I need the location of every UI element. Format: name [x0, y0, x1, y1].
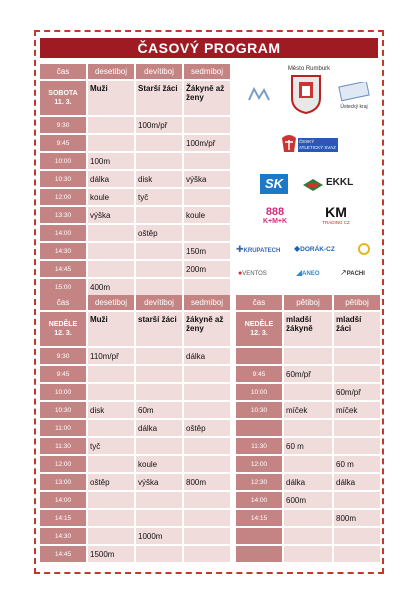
table-row [40, 171, 230, 187]
time-cell: 9:45 [236, 366, 282, 382]
time-cell: 9:45 [40, 366, 86, 382]
table-header-row [236, 295, 380, 310]
ekkl-label: EKKL [326, 177, 354, 188]
time-cell: 14:15 [236, 510, 282, 526]
event-cell: výška [88, 207, 134, 223]
day-label [40, 312, 86, 346]
time-cell [236, 528, 282, 544]
event-cell [334, 366, 380, 382]
event-cell [284, 420, 332, 436]
event-cell [136, 261, 182, 277]
event-cell [136, 366, 182, 382]
time-cell: 14:00 [236, 492, 282, 508]
event-cell [136, 492, 182, 508]
time-cell: 9:30 [40, 117, 86, 133]
event-cell: dálka [136, 420, 182, 436]
time-cell: 14:30 [40, 243, 86, 259]
event-cell [136, 348, 182, 364]
table-row [236, 510, 380, 526]
event-cell [88, 492, 134, 508]
table-row [40, 384, 230, 400]
event-cell: oštěp [136, 225, 182, 241]
time-cell: 11:00 [40, 420, 86, 436]
header-devitiboj: devítiboj [136, 295, 182, 310]
table-row [236, 348, 380, 364]
day-date: 12. 3. [54, 330, 72, 337]
event-cell [334, 420, 380, 436]
event-cell [88, 366, 134, 382]
krupatech-logo: ✚KRUPATECH [236, 244, 281, 254]
event-cell: dálka [184, 348, 230, 364]
event-cell [136, 546, 182, 562]
event-cell [184, 456, 230, 472]
table-row [236, 456, 380, 472]
sunday-schedule-table [38, 293, 232, 564]
event-cell: 60m/př [284, 366, 332, 382]
event-cell: 100m [88, 153, 134, 169]
table-row [40, 207, 230, 223]
sunday-petiboj-table [234, 293, 382, 564]
table-row [40, 438, 230, 454]
event-cell [184, 492, 230, 508]
saturday-schedule-table [38, 62, 232, 297]
krupatech-label: KRUPATECH [243, 248, 281, 254]
event-cell: oštěp [88, 474, 134, 490]
day-row [40, 312, 230, 346]
event-cell: dálka [88, 171, 134, 187]
event-cell [88, 117, 134, 133]
page-title: ČASOVÝ PROGRAM [40, 38, 378, 58]
time-cell: 12:00 [236, 456, 282, 472]
event-cell [184, 117, 230, 133]
event-cell [284, 546, 332, 562]
table-row [236, 546, 380, 562]
time-cell: 9:45 [40, 135, 86, 151]
km-trading-logo [316, 204, 356, 228]
event-cell: 800m [334, 510, 380, 526]
event-cell [284, 384, 332, 400]
event-cell: výška [136, 474, 182, 490]
table-row [40, 117, 230, 133]
time-cell: 10:00 [40, 153, 86, 169]
event-cell [136, 384, 182, 400]
event-cell: 100m/př [136, 117, 182, 133]
event-cell [184, 384, 230, 400]
time-cell: 13:30 [40, 207, 86, 223]
header-cas: čas [236, 295, 282, 310]
event-cell: 150m [184, 243, 230, 259]
header-petiboj: pětiboj [284, 295, 332, 310]
table-row [236, 402, 380, 418]
sk-logo: SK [260, 174, 288, 194]
table-row [40, 492, 230, 508]
event-cell: 100m/př [184, 135, 230, 151]
event-cell [184, 438, 230, 454]
table-header-row [40, 64, 230, 79]
event-cell: dálka [334, 474, 380, 490]
town-crest-icon [290, 74, 322, 114]
event-cell [88, 528, 134, 544]
table-row [40, 456, 230, 472]
table-row [40, 366, 230, 382]
time-cell: 10:30 [40, 171, 86, 187]
event-cell [136, 510, 182, 526]
event-cell [334, 528, 380, 544]
day-row [40, 81, 230, 115]
dorak-logo: ◆DORÁK-CZ [294, 244, 335, 253]
category-cell: mladší žákyně [284, 312, 332, 346]
sponsor-emblem-icon [356, 242, 372, 256]
day-date: 11. 3. [54, 99, 72, 106]
time-cell: 10:00 [40, 384, 86, 400]
event-cell: koule [184, 207, 230, 223]
federation-label: ČESKÝ ATLETICKÝ SVAZ [298, 138, 338, 152]
day-name: NEDĚLE [48, 321, 78, 328]
category-cell: Starší žáci [136, 81, 182, 115]
event-cell [88, 420, 134, 436]
table-row [40, 546, 230, 562]
time-cell: 10:00 [236, 384, 282, 400]
table-row [40, 153, 230, 169]
km-sublabel: TRADING CZ [322, 220, 350, 225]
event-cell [334, 348, 380, 364]
event-cell [184, 153, 230, 169]
event-cell: dálka [284, 474, 332, 490]
event-cell: 800m [184, 474, 230, 490]
table-row [236, 528, 380, 544]
time-cell: 14:15 [40, 510, 86, 526]
day-label [236, 312, 282, 346]
time-cell [236, 546, 282, 562]
pachi-label: PACHI [346, 271, 365, 277]
table-row [40, 348, 230, 364]
day-date: 12. 3. [250, 330, 268, 337]
event-cell: míček [284, 402, 332, 418]
event-cell [136, 135, 182, 151]
event-cell [184, 402, 230, 418]
day-name: SOBOTA [48, 90, 78, 97]
sponsors-area [236, 62, 376, 290]
event-cell: disk [88, 402, 134, 418]
dorak-label: DORÁK-CZ [300, 246, 335, 253]
table-row [236, 438, 380, 454]
event-cell [88, 384, 134, 400]
event-cell [284, 528, 332, 544]
event-cell [184, 189, 230, 205]
event-cell [136, 207, 182, 223]
event-cell: tyč [88, 438, 134, 454]
event-cell [184, 510, 230, 526]
time-cell: 13:00 [40, 474, 86, 490]
event-cell: tyč [136, 189, 182, 205]
time-cell [236, 348, 282, 364]
ventos-logo: ●VENTOS [238, 270, 267, 277]
km-label: KM [325, 204, 347, 220]
time-cell: 12:30 [236, 474, 282, 490]
day-label [40, 81, 86, 115]
time-cell: 12:00 [40, 189, 86, 205]
header-desetiboj: desetiboj [88, 295, 134, 310]
day-name: NEDĚLE [244, 321, 274, 328]
event-cell: oštěp [184, 420, 230, 436]
table-row [236, 420, 380, 436]
time-cell: 14:45 [40, 546, 86, 562]
event-cell [184, 366, 230, 382]
pachi-logo: ↗PACHI [340, 268, 365, 277]
table-row [40, 261, 230, 277]
ventos-label: VENTOS [242, 271, 267, 277]
table-row [236, 366, 380, 382]
time-cell: 14:00 [40, 225, 86, 241]
table-row [40, 528, 230, 544]
table-row [40, 225, 230, 241]
time-cell: 14:30 [40, 528, 86, 544]
event-cell: disk [136, 171, 182, 187]
event-cell [184, 225, 230, 241]
event-cell: výška [184, 171, 230, 187]
category-cell: Muži [88, 312, 134, 346]
header-petiboj: pětiboj [334, 295, 380, 310]
region-logo [338, 82, 370, 110]
event-cell: 200m [184, 261, 230, 277]
event-cell: míček [334, 402, 380, 418]
header-sedmiboj: sedmiboj [184, 295, 230, 310]
event-cell [88, 261, 134, 277]
kmk-label: K+M+K [262, 218, 288, 225]
event-cell [334, 438, 380, 454]
event-cell [284, 348, 332, 364]
event-cell: 1000m [136, 528, 182, 544]
aneo-logo: ◢ANEO [296, 268, 320, 277]
event-cell [284, 510, 332, 526]
table-row [236, 384, 380, 400]
event-cell: 60 m [284, 438, 332, 454]
region-label: Ústecký kraj [340, 104, 368, 110]
day-row [236, 312, 380, 346]
header-desetiboj: desetiboj [88, 64, 134, 79]
event-cell [88, 243, 134, 259]
table-row [40, 510, 230, 526]
time-cell: 11:30 [40, 438, 86, 454]
event-cell [136, 438, 182, 454]
event-cell: 60 m [334, 456, 380, 472]
event-cell [184, 528, 230, 544]
header-cas: čas [40, 64, 86, 79]
category-cell: mladší žáci [334, 312, 380, 346]
header-cas: čas [40, 295, 86, 310]
event-cell: koule [136, 456, 182, 472]
time-cell: 10:30 [40, 402, 86, 418]
event-cell [136, 243, 182, 259]
category-cell: žákyně až ženy [184, 312, 230, 346]
ekkl-logo [302, 174, 356, 194]
event-cell: 60m [136, 402, 182, 418]
category-cell: Muži [88, 81, 134, 115]
table-header-row [40, 295, 230, 310]
event-cell: 600m [284, 492, 332, 508]
event-cell [88, 225, 134, 241]
table-row [40, 474, 230, 490]
event-cell [334, 546, 380, 562]
kmk-logo: 888 K+M+K [260, 206, 290, 230]
time-cell: 12:00 [40, 456, 86, 472]
region-logo-left [246, 84, 272, 104]
category-cell: starší žáci [136, 312, 182, 346]
time-cell: 14:45 [40, 261, 86, 277]
event-cell [88, 135, 134, 151]
table-row [40, 420, 230, 436]
time-cell [236, 420, 282, 436]
header-sedmiboj: sedmiboj [184, 64, 230, 79]
table-row [40, 189, 230, 205]
event-cell: 110m/př [88, 348, 134, 364]
table-row [40, 135, 230, 151]
category-cell: Žákyně až ženy [184, 81, 230, 115]
time-cell: 9:30 [40, 348, 86, 364]
event-cell [88, 456, 134, 472]
federation-logo [280, 134, 340, 156]
time-cell: 15:00 [40, 279, 86, 295]
event-cell [184, 546, 230, 562]
town-label: Město Rumburk [287, 66, 331, 72]
event-cell: 60m/př [334, 384, 380, 400]
event-cell [334, 492, 380, 508]
table-row [236, 474, 380, 490]
header-devitiboj: devítiboj [136, 64, 182, 79]
aneo-label: ANEO [302, 271, 320, 277]
time-cell: 14:00 [40, 492, 86, 508]
event-cell [284, 456, 332, 472]
event-cell [88, 510, 134, 526]
table-row [40, 402, 230, 418]
event-cell: 400m [88, 279, 134, 295]
time-cell: 11:30 [236, 438, 282, 454]
event-cell [136, 153, 182, 169]
table-row [236, 492, 380, 508]
event-cell: 1500m [88, 546, 134, 562]
time-cell: 10:30 [236, 402, 282, 418]
event-cell: koule [88, 189, 134, 205]
table-row [40, 243, 230, 259]
